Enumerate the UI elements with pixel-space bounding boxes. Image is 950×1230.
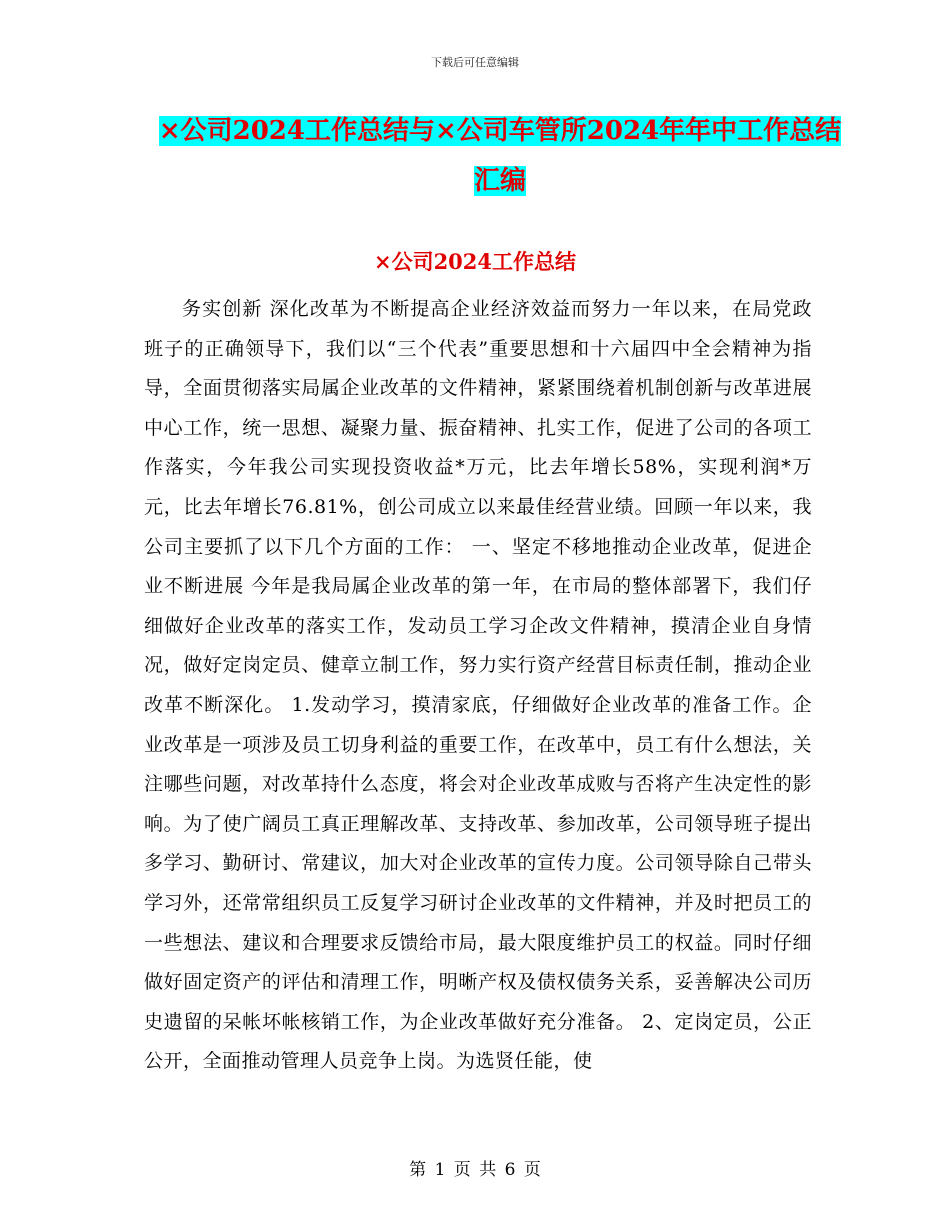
page-footer: 第 1 页 共 6 页 — [409, 1160, 541, 1180]
body-paragraph: 务实创新 深化改革为不断提高企业经济效益而努力一年以来，在局党政班子的正确领导下，我们以“三个代表”重要思想和十六届四中全会精神为指导，全面贯彻落实局属企业改革的文件精神，紧紧围绕着机制创新与改革进展中心工作，统一思想、凝聚力量、振奋精神、扎实工作，促进了公司的各项工作落实，今年我公司实现投资收益*万元，比去年增长58%，实现利润*万元，比去年增长76.81%，创公司成立以来最佳经营业绩。回顾一年以来，我公司主要抓了以下几个方面的工作： 一、坚定不移地推动企业改革，促进企业不断进展 今年是我局属企业改革的第一年，在市局的整体部署下，我们仔细做好企业改革的落实工作，发动员工学习企改文件精神，摸清企业自身情况，做好定岗定员、健章立制工作，努力实行资产经营目标责任制，推动企业改革不断深化。 1.发动学习，摸清家底，仔细做好企业改革的准备工作。企业改革是一项涉及员工切身利益的重要工作，在改革中，员工有什么想法，关注哪些问题，对改革持什么态度，将会对企业改革成败与否将产生决定性的影响。为了使广阔员工真正理解改革、支持改革、参加改革，公司领导班子提出多学习、勤研讨、常建议，加大对企业改革的宣传力度。公司领导除自己带头学习外，还常常组织员工反复学习研讨企业改革的文件精神，并及时把员工的一些想法、建议和合理要求反馈给市局，最大限度维护员工的权益。同时仔细做好固定资产的评估和清理工作，明晰产权及债权债务关系，妥善解决公司历史遗留的呆帐坏帐核销工作，为企业改革做好充分准备。 2、定岗定员，公正公开，全面推动管理人员竞争上岗。为选贤任能，使 — [144, 298, 812, 1073]
document-title — [150, 106, 850, 206]
document-title-text: ×公司2024工作总结与×公司车管所2024年年中工作总结汇编 — [158, 116, 842, 196]
section-title: ×公司2024工作总结 — [373, 249, 577, 274]
page-header: 下载后可任意编辑 — [431, 56, 519, 69]
